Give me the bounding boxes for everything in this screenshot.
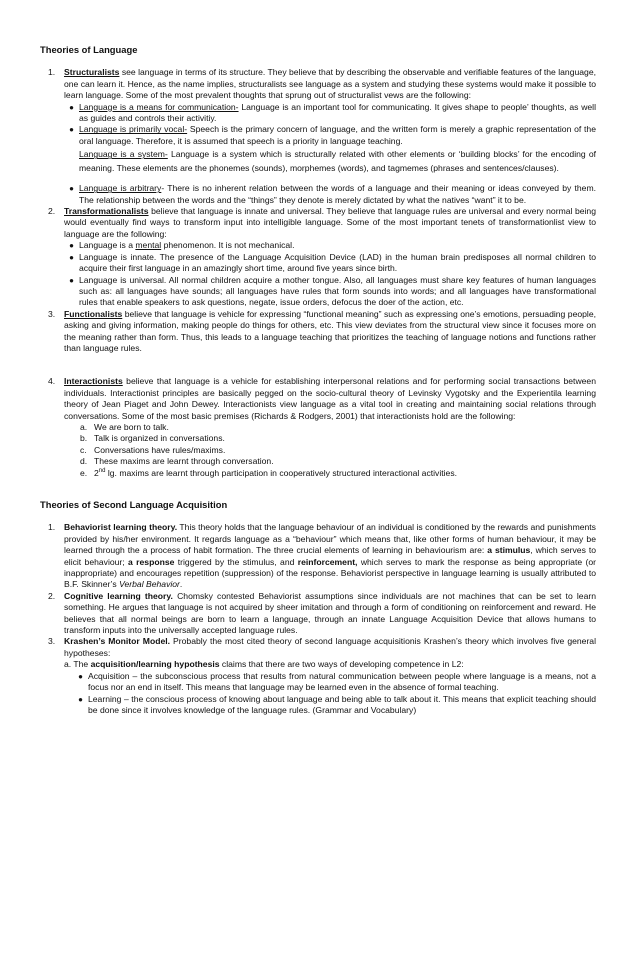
premise-item [80,445,596,456]
bullet-innate [64,252,596,275]
premise-text: lg. maxims are learnt through participation in cooperatively structured interactional activities. [105,467,458,478]
premise-text: Conversations have rules/maxims. [94,444,226,455]
bullet-vocal [64,124,596,175]
bullet-text: Learning – the conscious process of knowing about language and being able to talk about it. This means that explicit teaching should be done since it involves knowledge of the language rules. (Grammar and Vocabulary) [88,693,596,715]
premise-letter: c. [80,444,87,455]
premise-text: Talk is organized in conversations. [94,433,225,444]
bullet-term: mental [135,240,162,251]
list-item-transformationalists [40,206,596,240]
term-behaviorist: Behaviorist learning theory. [64,522,178,533]
paragraph-text: claims that there are two ways of developing competence in L2: [219,659,464,670]
bullet-term: Language is primarily vocal- [79,124,188,135]
bullet-acquisition [73,671,596,694]
bullet-term: Language is a system- [79,149,168,160]
premise-text: We are born to talk. [94,421,169,432]
list-number: 4. [48,376,56,387]
section-heading-theories-of-language: Theories of Language [40,44,138,55]
bullet-dot: ● [69,275,74,285]
list-item-krashen [40,636,596,670]
term-cognitive: Cognitive learning theory. [64,590,173,601]
term-response: a response [128,556,175,567]
list-number: 3. [48,308,56,319]
bullet-dot: ● [69,241,74,251]
bullet-term: Language is arbitrary [79,183,162,194]
bullet-text: Language is innate. The presence of the Language Acquisition Device (LAD) in the human brain predisposes all normal children to acquire their first language in an amazingly short time, around five years since birth. [79,251,596,274]
term-structuralists: Structuralists [64,67,120,78]
premise-ordinal-suffix: nd [98,467,106,474]
sub-item-prefix: a. The [64,659,91,670]
premise-item [80,433,596,444]
premise-letter: d. [80,456,88,467]
paragraph-text: triggered by the stimulus, and [174,556,298,567]
paragraph-text: believe that language is innate and universal. They believe that language rules are universal and every normal being would eventually find ways to transform input into intelligible language. Some of the most important tenets of transformationlist view to language are the following: [64,206,596,239]
premise-letter: e. [80,467,88,478]
bullet-dot: ● [69,252,74,262]
bullet-text: Acquisition – the subconscious process that results from natural communication between people where language is a means, not a focus nor an end in itself. This means that language may be learned even in the absence of formal teaching. [88,670,596,693]
term-stimulus: a stimulus [487,545,531,556]
list-item-structuralists [40,67,596,101]
premise-item [80,468,596,479]
section-heading-second-language-acquisition: Theories of Second Language Acquisition [40,499,228,510]
term-transformationalists: Transformationalists [64,206,149,217]
bullet-universal [64,275,596,309]
paragraph-text: which serves to mark the response as being appropriate (or inappropriate) and encourages repetition (suppression) of the response. Behaviorist perspective in language learning is usually attributed to B.F. Skinner’s [64,556,596,590]
bullet-dot: ● [69,184,74,194]
premise-letter: a. [80,421,88,432]
bullet-communication [64,102,596,125]
term-krashen: Krashen’s Monitor Model. [64,636,171,647]
term-acquisition-learning: acquisition/learning hypothesis [90,659,220,670]
bullet-dot: ● [69,125,74,135]
term-interactionists: Interactionists [64,376,123,387]
list-item-behaviorist [40,522,596,590]
bullet-text: phenomenon. It is not mechanical. [161,240,295,251]
premises-list [40,422,596,468]
list-item-interactionists [40,376,596,422]
bullet-dot: ● [69,102,74,112]
paragraph-text: This theory holds that the language behaviour of an individual is conditioned by the rewards and punishments provided by his/her environment. It regards language as a “behaviour” which means that, like other forms of human behaviour, it may be learned through the a process of habit formation. The three crucial elements of learning in behaviourism are: [64,522,596,556]
bullet-mental [64,240,596,251]
bullet-dot: ● [78,694,83,704]
paragraph-text: believe that language is vehicle for expressing “functional meaning” such as expressing one’s emotions, persuading people, asking and giving information, making people do things for others, etc. This view deviates from the structural view since it focuses more on the meaning rather than form. Thus, this leads to a language teaching that prioritizes the teaching of language notions and functions rather than language rules. [64,308,596,353]
list-item-functionalists [40,309,596,355]
list-number: 3. [48,636,56,647]
list-number: 1. [48,67,56,78]
bullet-term: Language is a means for communication- [79,101,239,112]
paragraph-text: believe that language is a vehicle for establishing interpersonal relations and for performing social transactions between individuals. Interactionist principles are basically pegged on the socio-cultural theory of Levinsky Vygotsky and the Experientila learning theory of Jean Piaget and John Dewey. Interactionists view language as a vital tool in creating and maintaining social relations through conversations. Some of the most basic premises (Richards & Rodgers, 2001) that interactionists hold are the following: [64,376,596,421]
paragraph-text: Probably the most cited theory of second language acquisitionis Krashen’s theory which involves five general hypotheses: [64,636,596,658]
bullet-text: Language is universal. All normal children acquire a mother tongue. Also, all languages must share key features of human languages such as: all languages have sounds; all languages have rules that form sounds into words; and all languages have transformational rules that enable speakers to ask questions, negate, issue orders, defocus the doer of the action, etc. [79,274,596,308]
list-number: 1. [48,522,56,533]
paragraph-text: . [179,579,183,590]
book-title: Verbal Behavior [119,579,180,590]
premise-text: These maxims are learnt through conversation. [94,456,274,467]
bullet-text: Speech is the primary concern of language, and the written form is merely a graphic representation of the oral language. Therefore, it is assumed that speech is a priority in language teaching. [79,124,596,146]
paragraph-text: , which serves to elicit behaviour; [64,545,597,567]
list-item-cognitive [40,591,596,637]
list-number: 2. [48,590,56,601]
bullet-text: - There is no inherent relation between the words of a language and their meaning or ideas conveyed by them. The relationship between the words and the “things” they denote is merely dictated by what the natives “want” it to be. [79,183,597,205]
list-number: 2. [48,206,56,217]
premise-letter: b. [80,433,88,444]
premise-item [80,456,596,467]
bullet-dot: ● [78,671,83,681]
bullet-text: Language is a system which is structurally related with other elements or ‘building blocks’ for the encoding of meaning. These elements are the phonemes (sounds), morphemes (words), and tagmemes (phrases and sentences/clauses). [79,149,596,174]
paragraph-text: see language in terms of its structure. They believe that by describing the observable and verifiable features of the language, one can learn it. Hence, as the name implies, structuralists see language as a system and studying these systems would make it possible to learn language. Some of the most prevalent thoughts that sprung out of structuralist vews are the following: [64,67,596,101]
term-functionalists: Functionalists [64,308,123,319]
paragraph-text: Chomsky contested Behaviorist assumptions since individuals are not machines that can be set to learn something. He argues that language is not acquired by sheer imitation and through a form of conditioning on reinforcement and reward. He believes that all normal beings are born to learn a language, through an innate Language Acquisition Device that allows humans to transform inputs into the universally accepted language rules. [64,590,596,636]
bullet-learning [73,694,596,717]
bullet-text: Language is a [79,240,136,251]
premise-ordinal: 2 [94,467,99,478]
document-page [40,44,596,716]
bullet-text: Language is an important tool for communicating. It gives shape to people’ thoughts, as well as guides and controls their activitiy. [79,101,596,124]
premise-item [80,422,596,433]
term-reinforcement: reinforcement, [297,556,358,567]
bullet-arbitrary [64,183,596,206]
